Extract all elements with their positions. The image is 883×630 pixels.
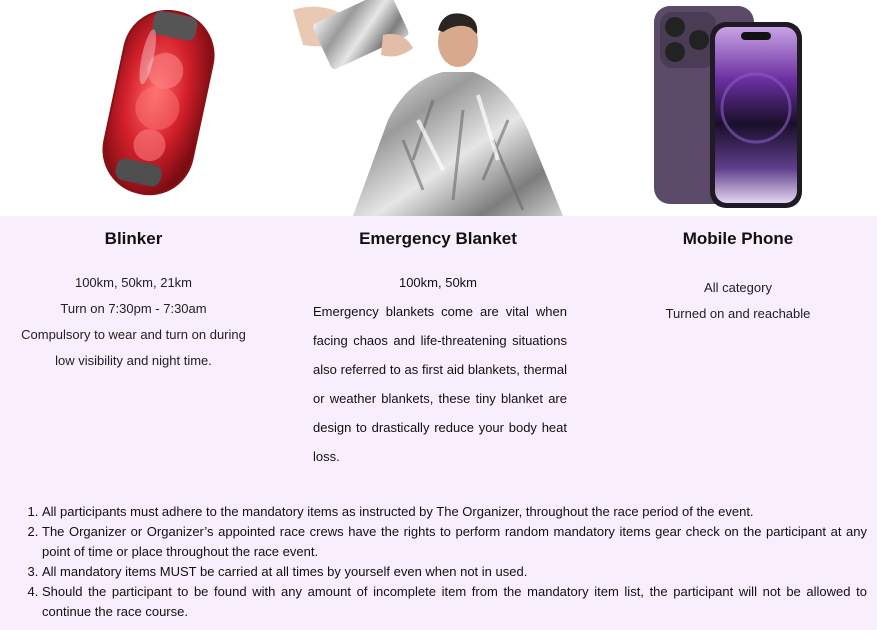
item-title: Emergency Blanket: [359, 229, 517, 248]
rule-item: 4. Should the participant to be found with any amount of incomplete item from the mandatory item list, the participant will not be allowed to continue the race course.: [42, 582, 867, 622]
item-blinker: [0, 0, 267, 368]
description-line: Turn on 7:30pm - 7:30am: [60, 301, 207, 316]
mobile-phone-photo: [596, 0, 880, 216]
blinker-light-photo: [0, 0, 267, 216]
item-description: [0, 270, 267, 374]
item-emergency-blanket: [293, 0, 583, 464]
rule-item: 1. All participants must adhere to the mandatory items as instructed by The Organizer, throughout the race period of the event.: [42, 502, 867, 522]
rule-item: 3. All mandatory items MUST be carried at all times by yourself even when not in used.: [42, 562, 867, 582]
item-description: Emergency blankets come are vital when facing chaos and life-threatening situations also referred to as first aid blankets, thermal or weather blankets, these tiny blanket are design to drastically reduce your body heat loss.: [313, 304, 567, 464]
description-line: All category: [704, 280, 772, 295]
description-line: 100km, 50km: [398, 275, 478, 290]
rules-list: [22, 502, 867, 622]
description-line: low visibility and night time.: [55, 353, 212, 368]
item-description: [596, 275, 880, 327]
item-title: Mobile Phone: [682, 229, 794, 248]
description-line: Compulsory to wear and turn on during: [21, 327, 246, 342]
description-line: Turned on and reachable: [665, 306, 811, 321]
item-title: Blinker: [104, 229, 163, 248]
item-mobile-phone: [596, 0, 880, 321]
rule-item: 2. The Organizer or Organizer’s appointed race crews have the rights to perform random mandatory items gear check on the participant at any point of time or place throughout the race event.: [42, 522, 867, 562]
emergency-blanket-photo: [293, 0, 583, 216]
description-line: 100km, 50km, 21km: [74, 275, 193, 290]
